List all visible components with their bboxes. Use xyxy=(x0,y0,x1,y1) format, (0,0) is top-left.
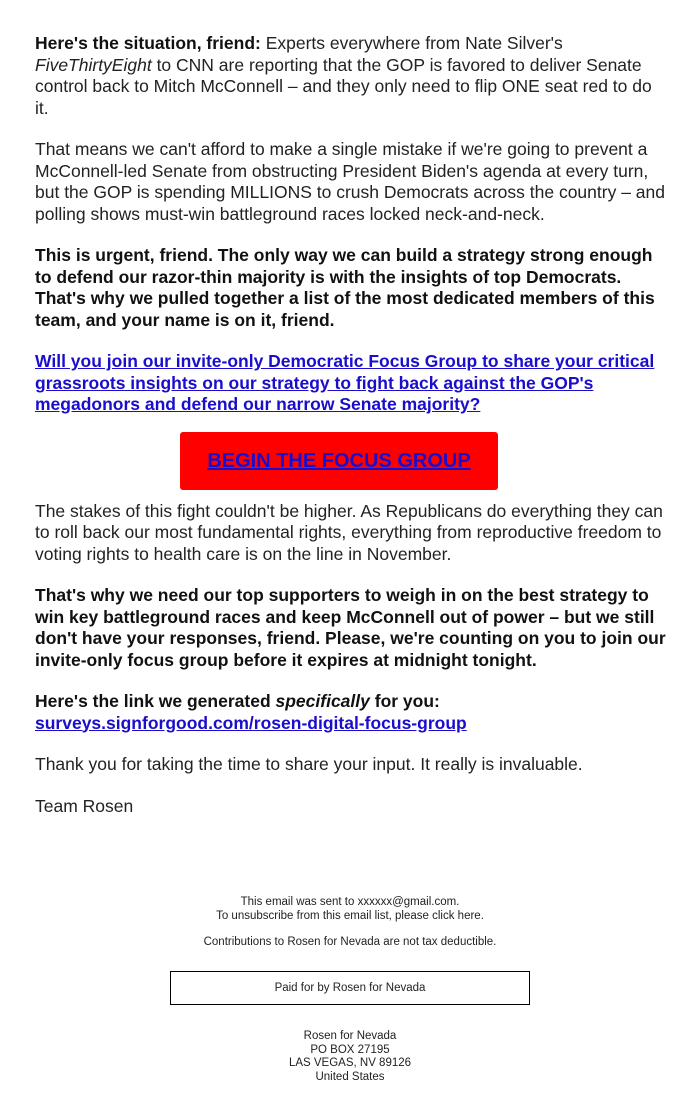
paragraph-thanks: Thank you for taking the time to share your input. It really is invaluable. xyxy=(35,754,583,774)
generated-link-lead-a: Here's the link we generated xyxy=(35,691,276,711)
cta-container xyxy=(35,432,667,490)
address-line-2: PO BOX 27195 xyxy=(310,1043,390,1056)
paragraph-situation-text-a: Experts everywhere from Nate Silver's xyxy=(260,33,563,53)
generated-link-lead-b: for you: xyxy=(369,691,440,711)
unsubscribe-link[interactable]: click here xyxy=(432,910,481,922)
footer-spacer xyxy=(0,923,700,935)
address-line-4: United States xyxy=(315,1070,385,1083)
address-line-1: Rosen for Nevada xyxy=(303,1030,397,1042)
address-line-3: LAS VEGAS, NV 89126 xyxy=(288,1057,412,1069)
unsubscribe-prefix: To unsubscribe from this email list, please xyxy=(216,910,433,922)
sent-to-line xyxy=(0,895,700,909)
paragraph-situation xyxy=(35,33,667,119)
mailing-address xyxy=(0,1030,700,1084)
paragraph-mistake: That means we can't afford to make a single mistake if we're going to prevent a McConnell-led Senate from obstructing President Biden's agenda at every turn, but the GOP is spending MILLIONS to crush Democrats across the country – and polling shows must-win battleground races locked neck-and-neck. xyxy=(35,139,665,224)
signature: Team Rosen xyxy=(35,795,134,816)
paragraph-supporters: That's why we need our top supporters to weigh in on the best strategy to win key battleground races and keep McConnell out of power – but we still don't have your responses, friend. Please, we're counting on you to join our invite-only focus group before it expires at midnight tonight. xyxy=(35,585,666,670)
email-content xyxy=(35,33,667,837)
paragraph-urgent: This is urgent, friend. The only way we can build a strategy strong enough to defend our razor-thin majority is with the insights of top Democrats. That's why we pulled together a list of the most dedicated members of this team, and your name is on it, friend. xyxy=(35,245,655,330)
paragraph-stakes: The stakes of this fight couldn't be higher. As Republicans do everything they can to roll back our most fundamental rights, everything from reproductive freedom to voting rights to health care is on the line in November. xyxy=(35,500,663,564)
begin-focus-group-button[interactable]: BEGIN THE FOCUS GROUP xyxy=(180,432,498,490)
paragraph-generated-link xyxy=(35,691,667,734)
sent-to-email: xxxxxx@gmail.com xyxy=(357,896,457,908)
unsubscribe-suffix: . xyxy=(480,910,484,922)
paragraph-invite xyxy=(35,351,667,416)
sent-to-prefix: This email was sent to xyxy=(240,896,358,908)
unsubscribe-line xyxy=(0,909,700,923)
paragraph-situation-text-b: to CNN are reporting that the GOP is favored to deliver Senate control back to Mitch McConnell – and they only need to flip ONE seat red to do it. xyxy=(35,54,652,118)
invite-focus-group-link[interactable]: Will you join our invite-only Democratic Focus Group to share your critical grassroots insights on our strategy to fight back against the GOP's megadonors and defend our narrow Senate majority? xyxy=(35,351,655,414)
paragraph-situation-italic: FiveThirtyEight xyxy=(35,54,152,75)
paid-for-box: Paid for by Rosen for Nevada xyxy=(170,971,530,1005)
generated-link-italic: specifically xyxy=(275,691,370,711)
paragraph-situation-lead: Here's the situation, friend: xyxy=(35,33,261,53)
sent-to-suffix: . xyxy=(456,896,460,908)
survey-link[interactable]: surveys.signforgood.com/rosen-digital-focus-group xyxy=(35,712,467,733)
email-footer xyxy=(0,895,700,1084)
tax-note: Contributions to Rosen for Nevada are not tax deductible. xyxy=(203,936,497,948)
